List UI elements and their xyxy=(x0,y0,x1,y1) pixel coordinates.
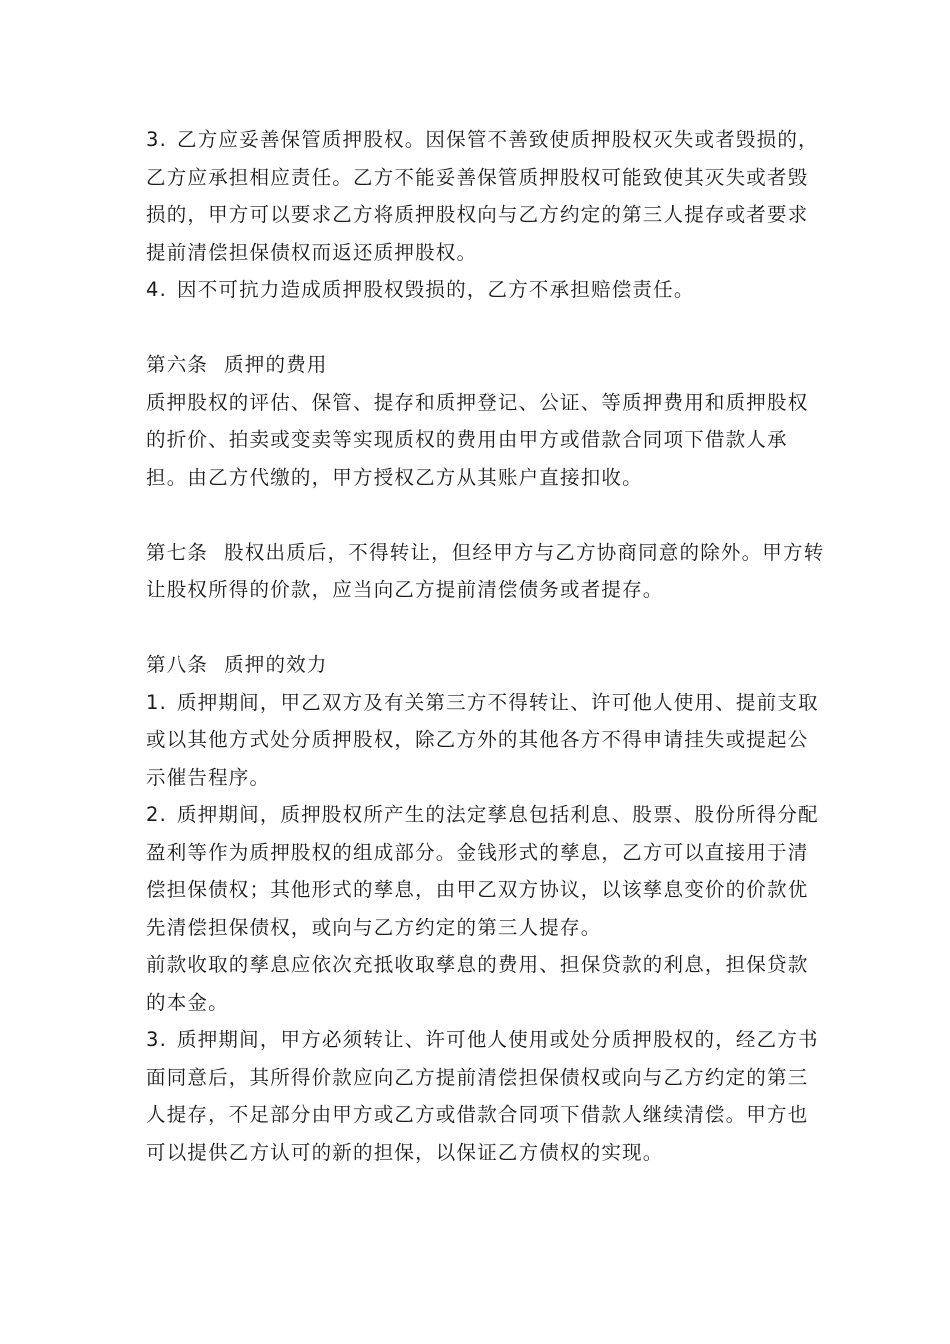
clause-title: 质押的效力 xyxy=(224,653,328,676)
item-number: 2. xyxy=(146,803,168,826)
clause7-body xyxy=(146,534,826,609)
clause-label: 第八条 xyxy=(146,653,209,676)
item-text: 乙方应妥善保管质押股权。因保管不善致使质押股权灭失或者毁损的，乙方应承担相应责任。乙方不能妥善保管质押股权可能致使其灭失或者毁损的，甲方可以要求乙方将质押股权向与乙方约定的第三人提存或者要求提前清偿担保债权而返还质押股权。 xyxy=(146,128,819,264)
clause-label: 第七条 xyxy=(146,540,209,564)
clause8-item1 xyxy=(146,684,826,797)
clause5-item4 xyxy=(146,271,826,309)
item-number: 4. xyxy=(146,278,168,301)
clause8-item2 xyxy=(146,796,826,946)
item-text: 因不可抗力造成质押股权毁损的，乙方不承担赔偿责任。 xyxy=(177,278,695,301)
spacer xyxy=(146,496,826,534)
spacer xyxy=(146,309,826,347)
item-text: 质押期间，甲乙双方及有关第三方不得转让、许可他人使用、提前支取或以其他方式处分质押股权，除乙方外的其他各方不得申请挂失或提起公示催告程序。 xyxy=(146,690,819,789)
item-number: 3. xyxy=(146,128,168,151)
clause-text: 股权出质后，不得转让，但经甲方与乙方协商同意的除外。甲方转让股权所得的价款，应当向乙方提前清偿债务或者提存。 xyxy=(146,540,825,601)
clause6-body: 质押股权的评估、保管、提存和质押登记、公证、等质押费用和质押股权的折价、拍卖或变卖等实现质权的费用由甲方或借款合同项下借款人承担。由乙方代缴的，甲方授权乙方从其账户直接扣收。 xyxy=(146,390,809,489)
clause8-heading xyxy=(146,646,826,684)
item-text: 质押期间，质押股权所产生的法定孳息包括利息、股票、股份所得分配盈利等作为质押股权的组成部分。金钱形式的孳息，乙方可以直接用于清偿担保债权；其他形式的孳息，由甲乙双方协议，以该孳息变价的价款优先清偿担保债权，或向与乙方约定的第三人提存。 xyxy=(146,803,819,939)
spacer xyxy=(146,609,826,647)
clause6-heading xyxy=(146,346,826,384)
clause8-item3 xyxy=(146,1021,826,1171)
item-number: 1. xyxy=(146,690,168,714)
clause8-item2-continuation: 前款收取的孳息应依次充抵收取孳息的费用、担保贷款的利息，担保贷款的本金。 xyxy=(146,953,809,1014)
item-text: 质押期间，甲方必须转让、许可他人使用或处分质押股权的，经乙方书面同意后，其所得价款应向乙方提前清偿担保债权或向与乙方约定的第三人提存，不足部分由甲方或乙方或借款合同项下借款人继续清偿。甲方也可以提供乙方认可的新的担保，以保证乙方债权的实现。 xyxy=(146,1028,819,1164)
clause5-item3 xyxy=(146,121,826,271)
item-number: 3. xyxy=(146,1028,168,1051)
document-body xyxy=(146,121,826,1171)
clause-label: 第六条 xyxy=(146,353,209,376)
clause-title: 质押的费用 xyxy=(224,353,328,376)
